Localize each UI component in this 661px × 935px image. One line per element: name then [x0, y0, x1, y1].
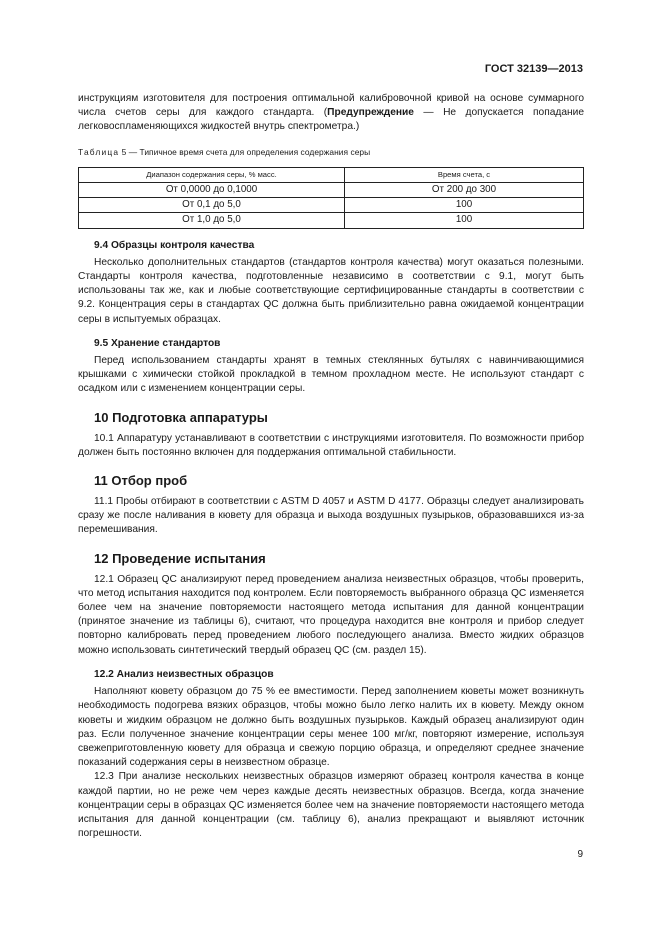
subsection-9-4-title: 9.4 Образцы контроля качества [94, 239, 255, 251]
table-row [79, 198, 584, 213]
subsection-12-2-title: 12.2 Анализ неизвестных образцов [94, 668, 274, 680]
intro-paragraph: инструкциям изготовителя для построения оптимальной калибровочной кривой на основе суммарного числа счетов серы для каждого стандарта. (Предупреждение — Не допускается попадание легковоспламеняющихся жидкостей внутрь спектрометра.) [78, 93, 584, 133]
table-cell: От 0,0000 до 0,1000 [79, 183, 345, 198]
table-cell: От 1,0 до 5,0 [79, 213, 345, 228]
subsection-9-4-text: Несколько дополнительных стандартов (стандартов контроля качества) могут оказаться полезными. Стандарты контроля качества, подготовленные независимо в соответствии с 9.1, могут быть использованы так же, как и любые соответствующие сертифицированные стандарты в соответствии с 9.2. Концентрация серы в стандартах QC должна быть приблизительно равна ожидаемой концентрации серы в испытуемых образцах. [78, 256, 584, 325]
table-cell: От 0,1 до 5,0 [79, 198, 345, 213]
paragraph-12-3: 12.3 При анализе нескольких неизвестных образцов измеряют образец контроля качества в конце каждой партии, но не реже чем через каждые десять неизвестных образцов. Всегда, когда значение концентрации серы в образцах QC изменяется более чем на значение повторяемости настоящего метода испытания для данной концентрации (см. таблицу 6), анализ прекращают и выявляют источник погрешности. [78, 771, 584, 840]
counting-time-table [78, 167, 584, 229]
table-row [79, 213, 584, 228]
table-header-row [79, 167, 584, 182]
page-number: 9 [577, 849, 583, 860]
section-11-text: 11.1 Пробы отбирают в соответствии с ASTM D 4057 и ASTM D 4177. Образцы следует анализировать сразу же после наливания в кювету для образца и выхода воздушных пузырьков, образовавшихся из-за перемешивания. [78, 496, 584, 536]
section-11-title: 11 Отбор проб [94, 473, 188, 489]
section-10-text: 10.1 Аппаратуру устанавливают в соответствии с инструкциями изготовителя. По возможности прибор должен быть постоянно включен для поддержания оптимальной стабильности. [78, 432, 584, 458]
subsection-9-5-title: 9.5 Хранение стандартов [94, 337, 221, 349]
table-cell: От 200 до 300 [345, 183, 584, 198]
paragraph-12-2: Наполняют кювету образцом до 75 % ее вместимости. Перед заполнением кюветы может возникнуть необходимость подогрева вязких образцов, чтобы можно было легко налить их в кювету. Между окном кюветы и жидким образцом не должно быть воздушных пузырьков. Каждый образец анализируют один раз. Если полученное значение концентрации серы менее 100 мг/кг, повторяют измерение, используя свежеприготовленную кювету для образца и свежую порцию образца, и определяют среднее значение показаний содержания серы в неизвестном образце. [78, 686, 584, 769]
section-10-title: 10 Подготовка аппаратуры [94, 409, 268, 425]
table-header-time: Время счета, с [345, 167, 584, 182]
table-row [79, 183, 584, 198]
table-header-range: Диапазон содержания серы, % масс. [79, 167, 345, 182]
warning-label: Предупреждение [327, 107, 414, 119]
section-12-title: 12 Проведение испытания [94, 550, 266, 566]
subsection-9-5-text: Перед использованием стандарты хранят в темных стеклянных бутылях с навинчивающимися крышками с химически стойкой прокладкой в темном прохладном месте. Не используют стандарт с осадком или с изменением концентрации серы. [78, 355, 584, 395]
table-cell: 100 [345, 213, 584, 228]
document-code: ГОСТ 32139—2013 [484, 63, 583, 75]
page-content [78, 92, 584, 841]
paragraph-12-1: 12.1 Образец QC анализируют перед проведением анализа неизвестных образцов, чтобы проверить, что метод испытания находится под контролем. Если повторяемость выбранного образца QC изменяется более чем на значение повторяемости настоящего метода испытания для данной концентрации (принятое значение из таблицы 6), считают, что процедура находится вне контроля и прибор следует повторно калибровать перед проведением любого последующего анализа. Вместо жидких образцов можно использовать синтетический твердый образец QC (см. раздел 15). [78, 573, 584, 656]
table-cell: 100 [345, 198, 584, 213]
table-caption: Таблица 5 — Типичное время счета для определения содержания серы [78, 146, 371, 157]
